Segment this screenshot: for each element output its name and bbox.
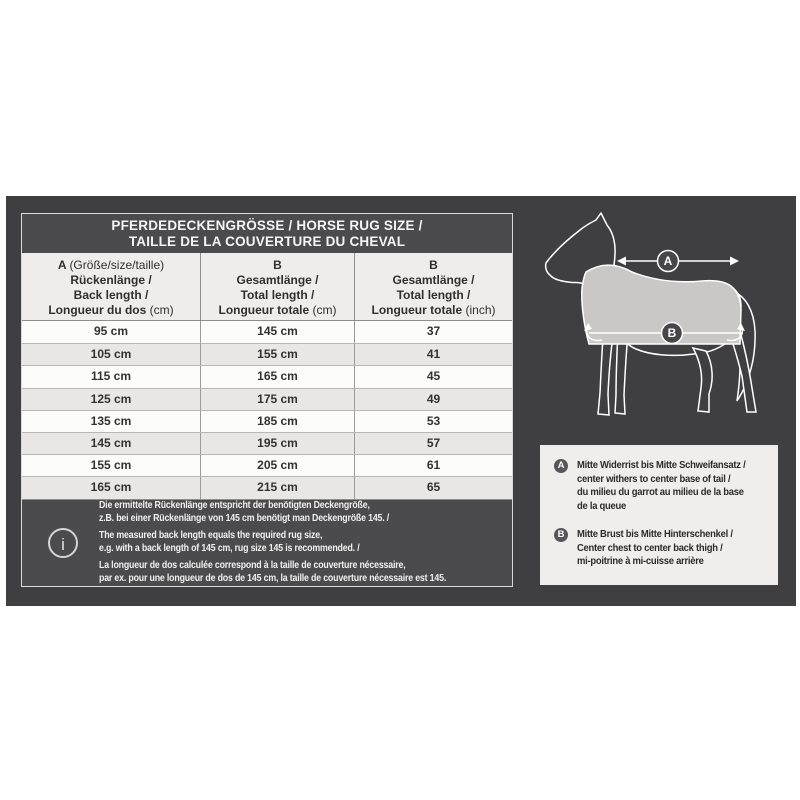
measure-a-right-arrowhead [730, 257, 739, 266]
cell-back-length: 125 cm [90, 391, 132, 406]
table-row [22, 454, 512, 476]
cell-back-length: 165 cm [90, 480, 132, 495]
cell-total-inch: 53 [426, 413, 441, 428]
cell-total-cm: 145 cm [200, 321, 355, 343]
cell-total-cm: 215 cm [200, 477, 355, 498]
column-header-total-length-inch: B Gesamtlänge / Total length / Longueur totale (inch) [371, 258, 496, 317]
measurement-legend [540, 445, 778, 585]
column-header-back-length: A (Größe/size/taille) Rückenlänge / Back length / Longueur du dos (cm) [48, 258, 174, 317]
cell-total-cm: 155 cm [200, 344, 355, 365]
footnote-text [99, 500, 512, 585]
column-letter: A [57, 258, 67, 272]
table-row [22, 365, 512, 387]
column-letter: B [273, 258, 282, 272]
cell-total-cm: 205 cm [200, 455, 355, 476]
cell-total-cm: 185 cm [200, 411, 355, 432]
table-title [22, 214, 512, 253]
horse-hind-near-leg [693, 348, 712, 412]
cell-back-length: 105 cm [90, 347, 132, 362]
footnote-fr-line2: par ex. pour une longueur de dos de 145 cm, la taille de couverture nécessaire est 145. [99, 572, 447, 584]
footnote-de-line1: Die ermittelte Rückenlänge entspricht der benötigten Deckengröße, [99, 500, 370, 511]
column-header-total-length-cm: B Gesamtlänge / Total length / Longueur totale (cm) [200, 253, 355, 320]
cell-total-inch: 41 [426, 347, 441, 362]
table-row [22, 343, 512, 365]
cell-back-length: 115 cm [90, 369, 132, 384]
measure-a-left-arrowhead [617, 257, 626, 266]
cell-back-length: 155 cm [90, 458, 132, 473]
table-row [22, 476, 512, 498]
legend-text-a: Mitte Widerrist bis Mitte Schweifansatz / center withers to center base of tail / du milieu du garrot au milieu de la base de la queue [577, 459, 746, 512]
footnote-en-line1: The measured back length equals the required rug size, [99, 530, 323, 541]
table-title-line1: PFERDEDECKENGRÖSSE / HORSE RUG SIZE / [111, 218, 423, 233]
footnote-de-line2: z.B. bei einer Rückenlänge von 145 cm benötigt man Deckengröße 145. / [99, 512, 390, 524]
size-table [21, 213, 513, 587]
table-column-headers [22, 253, 512, 321]
legend-marker-a: A [554, 459, 568, 473]
cell-total-inch: 57 [426, 435, 441, 450]
info-icon: i [48, 528, 78, 558]
cell-total-cm: 195 cm [200, 433, 355, 454]
cell-back-length: 135 cm [90, 413, 132, 428]
footnote-en-line2: e.g. with a back length of 145 cm, rug size 145 is recommended. / [99, 542, 360, 554]
size-chart-panel [6, 196, 796, 606]
cell-total-inch: 65 [426, 480, 441, 495]
horse-diagram [510, 196, 790, 446]
legend-entry-b [554, 528, 770, 569]
cell-back-length: 95 cm [93, 324, 129, 338]
cell-total-inch: 37 [426, 324, 441, 338]
cell-back-length: 145 cm [90, 435, 132, 450]
table-title-line2: TAILLE DE LA COUVERTURE DU CHEVAL [128, 234, 406, 249]
cell-total-inch: 61 [426, 458, 441, 473]
footnote-fr-line1: La longueur de dos calculée correspond à la taille de couverture nécessaire, [99, 560, 406, 571]
legend-text-b: Mitte Brust bis Mitte Hinterschenkel / Center chest to center back thigh / mi-poitrine à mi-cuisse arrière [577, 528, 733, 567]
legend-marker-b: B [554, 528, 568, 542]
cell-total-inch: 49 [426, 391, 441, 406]
marker-a-label: A [663, 254, 673, 268]
table-row [22, 410, 512, 432]
table-row [22, 388, 512, 410]
column-letter: B [429, 258, 438, 272]
table-row [22, 432, 512, 454]
legend-entry-a [554, 459, 770, 513]
cell-total-inch: 45 [426, 369, 441, 384]
table-row [22, 321, 512, 343]
cell-total-cm: 165 cm [200, 366, 355, 387]
cell-total-cm: 175 cm [200, 389, 355, 410]
table-footnote [22, 499, 512, 586]
marker-b-label: B [667, 326, 677, 340]
column-letter-note: (Größe/size/taille) [69, 258, 165, 272]
